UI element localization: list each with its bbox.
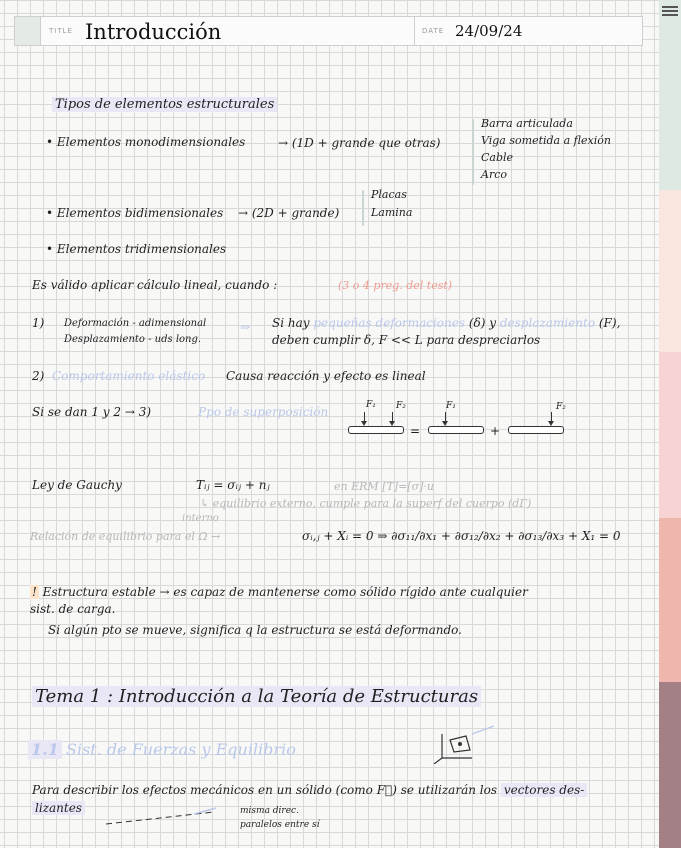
cond1-right-line1: Si hay pequeñas deformaciones (δ) y desplazamiento (F), xyxy=(272,316,621,330)
force-arrow xyxy=(445,412,446,424)
beam-bar xyxy=(428,426,484,434)
cond1-number: 1) xyxy=(32,316,45,330)
section-tab[interactable] xyxy=(659,0,681,190)
tri-bullet: • Elementos tridimensionales xyxy=(46,242,227,256)
bi-type: Lamina xyxy=(371,206,413,219)
page-date[interactable]: 24/09/24 xyxy=(455,22,523,40)
header-color-block xyxy=(15,17,41,45)
beam-bar xyxy=(348,426,404,434)
equilibrio-formula: σᵢ,ⱼ + Xᵢ = 0 ⇒ ∂σ₁₁/∂x₁ + ∂σ₁₂/∂x₂ + ∂σ₁₃/∂x₃ + X₁ = 0 xyxy=(302,529,621,543)
force-arrow xyxy=(392,412,393,424)
warning-mark-icon: ! xyxy=(32,585,37,599)
date-label: DATE xyxy=(422,27,445,35)
hamburger-menu-icon[interactable] xyxy=(662,4,678,20)
gauchy-formula: Tᵢⱼ = σᵢⱼ + nⱼ xyxy=(196,478,270,492)
bi-bracket xyxy=(362,190,364,226)
mono-arrow-text: → (1D + grande que otras) xyxy=(278,136,441,150)
gauchy-erm: en ERM [T]=[σ]·u xyxy=(334,480,434,493)
cond2-text: Causa reacción y efecto es lineal xyxy=(226,369,426,383)
section-tab[interactable] xyxy=(659,682,681,848)
force-f1-label: F₁ xyxy=(446,401,456,411)
mono-bullet: • Elementos monodimensionales xyxy=(46,135,246,149)
gauchy-interno: interno xyxy=(182,513,219,524)
cond1-left-line1: Deformación - adimensional xyxy=(64,318,207,329)
sliding-vector-sketch xyxy=(104,804,224,828)
subsection-number: 1.1 xyxy=(28,740,62,759)
equals-sign: = xyxy=(410,424,421,438)
force-f1-label: F₁ xyxy=(366,400,376,410)
section-title: Tipos de elementos estructurales xyxy=(52,97,277,112)
plus-sign: + xyxy=(490,424,501,438)
vectores-note2: paralelos entre sí xyxy=(240,820,320,830)
vectores-line2: lizantes xyxy=(32,801,85,815)
beam-bar xyxy=(508,426,564,434)
mono-type: Viga sometida a flexión xyxy=(481,134,611,147)
mono-type: Cable xyxy=(481,151,514,164)
page-title[interactable]: Introducción xyxy=(85,20,222,44)
force-f2-label: F₂ xyxy=(556,402,566,412)
section-tab[interactable] xyxy=(659,518,681,682)
section-tab[interactable] xyxy=(659,352,681,518)
cond1-arrow-icon: ⇒ xyxy=(240,320,251,334)
title-label: TITLE xyxy=(49,27,73,35)
cond1-left-line2: Desplazamiento - uds long. xyxy=(64,334,202,345)
superpos-label: Ppo de superposición xyxy=(198,405,329,419)
estable-line3: Si algún pto se mueve, significa q la estructura se está deformando. xyxy=(48,623,462,637)
vectores-note1: misma direc. xyxy=(240,806,299,816)
test-note: (3 o 4 preg. del test) xyxy=(338,279,453,292)
estable-line1: ! Estructura estable → es capaz de mantenerse como sólido rígido ante cualquier xyxy=(32,585,528,599)
bi-arrow-text: → (2D + grande) xyxy=(238,206,340,220)
section-tab[interactable] xyxy=(659,190,681,352)
mono-type: Arco xyxy=(481,168,507,181)
mono-bracket xyxy=(472,119,474,185)
note-header xyxy=(14,16,643,46)
bi-bullet: • Elementos bidimensionales xyxy=(46,206,224,220)
superpos-text: Si se dan 1 y 2 → 3) xyxy=(32,405,152,419)
cond2-number: 2) xyxy=(32,369,45,383)
bi-type: Placas xyxy=(371,188,407,201)
section-tabs-sidebar xyxy=(659,0,681,848)
force-f2-label: F₂ xyxy=(396,401,406,411)
tema-title: Tema 1 : Introducción a la Teoría de Estructuras xyxy=(32,686,481,707)
subsection-title: Sist. de Fuerzas y Equilibrio xyxy=(66,740,296,759)
solid-axes-sketch xyxy=(432,724,502,764)
estable-line2: sist. de carga. xyxy=(30,602,116,616)
force-arrow xyxy=(551,412,552,424)
cond1-right-line2: deben cumplir δ, F << L para despreciarlos xyxy=(272,333,541,347)
vectores-line1: Para describir los efectos mecánicos en un sólido (como F⃗) se utilizarán los vectores des- xyxy=(32,783,587,797)
header-divider xyxy=(414,17,415,45)
mono-type: Barra articulada xyxy=(481,117,573,130)
cond2-label: Comportamiento elástico xyxy=(52,369,206,383)
equilibrio-label: Relación de equilibrio para el Ω → xyxy=(30,530,221,543)
gauchy-label: Ley de Gauchy xyxy=(32,478,122,492)
calc-lineal-text: Es válido aplicar cálculo lineal, cuando : xyxy=(32,278,278,292)
force-arrow xyxy=(364,412,365,424)
gauchy-note: ↳ equilibrio externo, cumple para la superf del cuerpo (dΓ) xyxy=(200,497,532,510)
